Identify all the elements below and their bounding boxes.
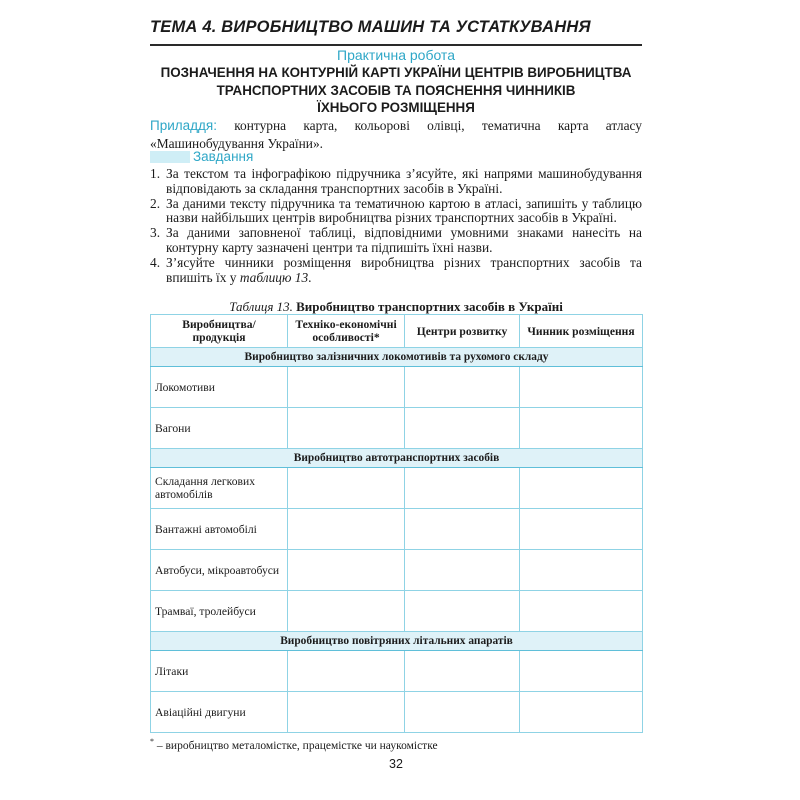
work-type-label: Практична робота — [337, 47, 455, 63]
table-section-row — [151, 449, 643, 468]
column-header-factors: Чинник розміщення — [520, 315, 643, 348]
task-item — [150, 226, 642, 256]
task-number: 4. — [150, 254, 161, 270]
tasks-heading-label: Завдання — [193, 149, 254, 164]
task-item — [150, 256, 642, 286]
title-line: ТРАНСПОРТНИХ ЗАСОБІВ ТА ПОЯСНЕННЯ ЧИННИКІВ — [216, 82, 576, 98]
title-line: ПОЗНАЧЕННЯ НА КОНТУРНІЙ КАРТІ УКРАЇНИ ЦЕНТРІВ ВИРОБНИЦТВА — [160, 65, 632, 80]
column-header-production: Виробництва/ продукція — [151, 315, 288, 348]
blank-cell[interactable] — [405, 550, 520, 591]
transport-production-table — [150, 314, 643, 733]
table-row — [151, 468, 643, 509]
row-label: Вагони — [151, 408, 288, 449]
blank-cell[interactable] — [405, 367, 520, 408]
task-text: За текстом та інфографікою підручника з’ясуйте, які напрями машинобудування відповідають за складання транспортних засобів в Україні. — [166, 166, 642, 196]
row-label: Авіаційні двигуни — [151, 692, 288, 733]
table-row — [151, 509, 643, 550]
row-label: Локомотиви — [151, 367, 288, 408]
table-row — [151, 692, 643, 733]
row-label: Складання легкових автомобілів — [151, 468, 288, 509]
title-line: ЇХНЬОГО РОЗМІЩЕННЯ — [317, 100, 475, 115]
blank-cell[interactable] — [405, 468, 520, 509]
blank-cell[interactable] — [288, 692, 405, 733]
task-text-end: . — [308, 269, 312, 285]
topic-title: ТЕМА 4. ВИРОБНИЦТВО МАШИН ТА УСТАТКУВАННЯ — [150, 18, 591, 36]
tools-label: Приладдя: — [150, 118, 217, 133]
task-text-main: З’ясуйте чинники розміщення виробництва різних транспортних засобів та впишіть їх у — [166, 254, 642, 285]
section-title: Виробництво повітряних літальних апаратів — [151, 632, 643, 651]
blank-cell[interactable] — [405, 692, 520, 733]
table-caption-name: Таблиця 13. — [229, 299, 293, 314]
blank-cell[interactable] — [520, 550, 643, 591]
blank-cell[interactable] — [520, 509, 643, 550]
blank-cell[interactable] — [520, 692, 643, 733]
practical-work-title — [150, 64, 642, 117]
blank-cell[interactable] — [288, 550, 405, 591]
table-row — [151, 651, 643, 692]
task-item — [150, 167, 642, 197]
task-text — [166, 256, 642, 286]
blank-cell[interactable] — [520, 468, 643, 509]
blank-cell[interactable] — [288, 367, 405, 408]
blank-cell[interactable] — [520, 591, 643, 632]
task-text: За даними тексту підручника та тематичною картою в атласі, запишіть у таблицю назви найбільших центрів виробництва різних транспортних засобів в Україні. — [166, 195, 642, 226]
blank-cell[interactable] — [288, 591, 405, 632]
table-row — [151, 408, 643, 449]
task-list — [150, 167, 642, 285]
footnote-text: – виробництво металомістке, працемістке чи наукомістке — [154, 739, 438, 752]
table-row — [151, 550, 643, 591]
topic-underline — [150, 44, 642, 46]
tasks-heading — [150, 150, 290, 166]
table-caption-title: Виробництво транспортних засобів в Україні — [292, 299, 563, 314]
blank-cell[interactable] — [405, 651, 520, 692]
column-header-features: Техніко-економічні особливості* — [288, 315, 405, 348]
blank-cell[interactable] — [405, 509, 520, 550]
task-text: За даними заповненої таблиці, відповідними умовними знаками нанесіть на контурну карту зазначені центри та підпишіть їхні назви. — [166, 225, 642, 255]
table-section-row — [151, 632, 643, 651]
row-label: Вантажні автомобілі — [151, 509, 288, 550]
table-section-row — [151, 348, 643, 367]
blank-cell[interactable] — [288, 509, 405, 550]
task-number: 3. — [150, 225, 161, 241]
task-number: 1. — [150, 166, 161, 181]
table-caption — [150, 299, 642, 315]
task-table-reference: таблицю 13 — [239, 269, 309, 285]
blank-cell[interactable] — [405, 408, 520, 449]
column-header-centers: Центри розвитку — [405, 315, 520, 348]
row-label: Трамваї, тролейбуси — [151, 591, 288, 632]
task-number: 2. — [150, 195, 161, 211]
tools-text: контурна карта, кольорові олівці, тематична карта атласу «Машинобудування України». — [150, 118, 642, 151]
task-item — [150, 197, 642, 227]
row-label: Літаки — [151, 651, 288, 692]
blank-cell[interactable] — [288, 408, 405, 449]
blank-cell[interactable] — [288, 651, 405, 692]
section-title: Виробництво залізничних локомотивів та рухомого складу — [151, 348, 643, 367]
table-header-row — [151, 315, 643, 348]
blank-cell[interactable] — [520, 367, 643, 408]
tasks-heading-band — [150, 151, 190, 163]
blank-cell[interactable] — [288, 468, 405, 509]
page-number: 32 — [389, 757, 403, 771]
blank-cell[interactable] — [405, 591, 520, 632]
table-footnote — [150, 737, 642, 752]
tools-paragraph — [150, 117, 642, 152]
footnote-mark: * — [150, 737, 154, 746]
blank-cell[interactable] — [520, 651, 643, 692]
table-row — [151, 591, 643, 632]
section-title: Виробництво автотранспортних засобів — [151, 449, 643, 468]
table-row — [151, 367, 643, 408]
row-label: Автобуси, мікроавтобуси — [151, 550, 288, 591]
blank-cell[interactable] — [520, 408, 643, 449]
